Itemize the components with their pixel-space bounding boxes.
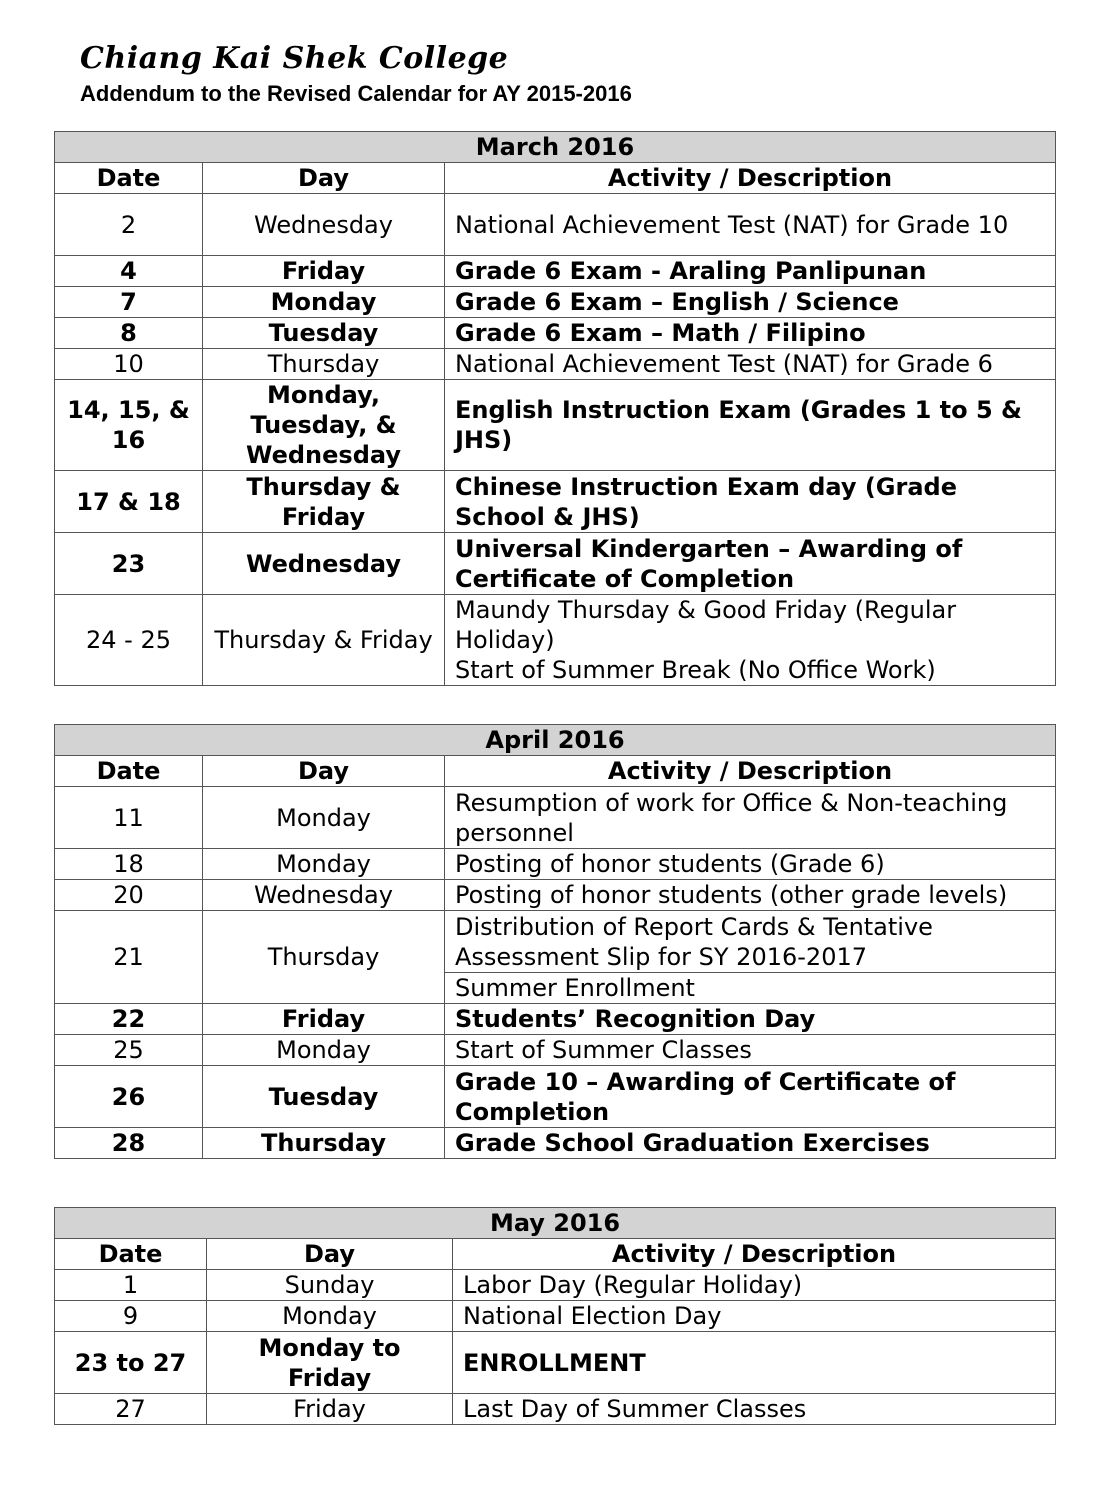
calendar-table-april — [54, 724, 1056, 1159]
table-row — [55, 595, 1056, 686]
date-cell: 18 — [55, 849, 203, 880]
activity-cell: ENROLLMENT — [453, 1332, 1056, 1394]
table-row — [55, 1004, 1056, 1035]
date-cell: 23 — [55, 533, 203, 595]
date-cell: 28 — [55, 1128, 203, 1159]
day-cell: Monday, Tuesday, & Wednesday — [203, 380, 445, 471]
column-header-date: Date — [55, 1239, 207, 1270]
day-cell: Thursday — [203, 349, 445, 380]
day-cell: Monday to Friday — [207, 1332, 453, 1394]
table-row — [55, 911, 1056, 973]
day-cell: Thursday — [203, 911, 445, 1004]
activity-cell: Grade 6 Exam - Araling Panlipunan — [445, 256, 1056, 287]
activity-cell: National Achievement Test (NAT) for Grade 6 — [445, 349, 1056, 380]
calendar-table-may — [54, 1207, 1056, 1425]
document-subtitle: Addendum to the Revised Calendar for AY 2015-2016 — [80, 81, 632, 106]
date-cell: 21 — [55, 911, 203, 1004]
day-cell: Thursday & Friday — [203, 595, 445, 686]
activity-cell: Grade 10 – Awarding of Certificate of Completion — [445, 1066, 1056, 1128]
day-cell: Tuesday — [203, 318, 445, 349]
table-row — [55, 533, 1056, 595]
table-row — [55, 349, 1056, 380]
table-row — [55, 1128, 1056, 1159]
table-row — [55, 1270, 1056, 1301]
column-header-day: Day — [207, 1239, 453, 1270]
day-cell: Monday — [203, 287, 445, 318]
column-header-date: Date — [55, 756, 203, 787]
activity-cell: Chinese Instruction Exam day (Grade School & JHS) — [445, 471, 1056, 533]
day-cell: Wednesday — [203, 194, 445, 256]
table-row — [55, 287, 1056, 318]
table-row — [55, 849, 1056, 880]
day-cell: Monday — [203, 1035, 445, 1066]
activity-cell: Distribution of Report Cards & Tentative Assessment Slip for SY 2016-2017 — [445, 911, 1056, 973]
column-header-date: Date — [55, 163, 203, 194]
date-cell: 14, 15, & 16 — [55, 380, 203, 471]
table-row — [55, 1035, 1056, 1066]
table-row — [55, 318, 1056, 349]
activity-cell: Students’ Recognition Day — [445, 1004, 1056, 1035]
activity-cell: Posting of honor students (other grade levels) — [445, 880, 1056, 911]
date-cell: 24 - 25 — [55, 595, 203, 686]
activity-cell: Last Day of Summer Classes — [453, 1394, 1056, 1425]
date-cell: 26 — [55, 1066, 203, 1128]
date-cell: 9 — [55, 1301, 207, 1332]
date-cell: 4 — [55, 256, 203, 287]
date-cell: 7 — [55, 287, 203, 318]
column-header-activity: Activity / Description — [453, 1239, 1056, 1270]
day-cell: Wednesday — [203, 533, 445, 595]
date-cell: 23 to 27 — [55, 1332, 207, 1394]
activity-cell: Start of Summer Classes — [445, 1035, 1056, 1066]
activity-cell: Universal Kindergarten – Awarding of Certificate of Completion — [445, 533, 1056, 595]
date-cell: 22 — [55, 1004, 203, 1035]
table-row — [55, 256, 1056, 287]
table-row — [55, 880, 1056, 911]
day-cell: Thursday — [203, 1128, 445, 1159]
date-cell: 10 — [55, 349, 203, 380]
activity-cell: Grade School Graduation Exercises — [445, 1128, 1056, 1159]
day-cell: Friday — [203, 256, 445, 287]
table-row — [55, 194, 1056, 256]
date-cell: 1 — [55, 1270, 207, 1301]
day-cell: Monday — [203, 849, 445, 880]
column-header-day: Day — [203, 756, 445, 787]
college-name: Chiang Kai Shek College — [80, 41, 509, 76]
activity-cell: National Election Day — [453, 1301, 1056, 1332]
month-title: March 2016 — [55, 132, 1056, 163]
table-row — [55, 1332, 1056, 1394]
month-title: May 2016 — [55, 1208, 1056, 1239]
document-header — [80, 40, 632, 108]
day-cell: Friday — [203, 1004, 445, 1035]
column-header-activity: Activity / Description — [445, 756, 1056, 787]
day-cell: Monday — [203, 787, 445, 849]
day-cell: Thursday & Friday — [203, 471, 445, 533]
activity-cell: Labor Day (Regular Holiday) — [453, 1270, 1056, 1301]
date-cell: 20 — [55, 880, 203, 911]
table-row — [55, 1301, 1056, 1332]
activity-cell: Summer Enrollment — [445, 973, 1056, 1004]
date-cell: 8 — [55, 318, 203, 349]
day-cell: Friday — [207, 1394, 453, 1425]
day-cell: Wednesday — [203, 880, 445, 911]
column-header-day: Day — [203, 163, 445, 194]
day-cell: Sunday — [207, 1270, 453, 1301]
table-row — [55, 1066, 1056, 1128]
table-row — [55, 471, 1056, 533]
calendar-table-march — [54, 131, 1056, 686]
activity-cell: Maundy Thursday & Good Friday (Regular Holiday) Start of Summer Break (No Office Work) — [445, 595, 1056, 686]
column-header-activity: Activity / Description — [445, 163, 1056, 194]
table-row — [55, 380, 1056, 471]
date-cell: 25 — [55, 1035, 203, 1066]
day-cell: Tuesday — [203, 1066, 445, 1128]
month-title: April 2016 — [55, 725, 1056, 756]
date-cell: 27 — [55, 1394, 207, 1425]
table-row — [55, 787, 1056, 849]
activity-cell: English Instruction Exam (Grades 1 to 5 & JHS) — [445, 380, 1056, 471]
activity-cell: Posting of honor students (Grade 6) — [445, 849, 1056, 880]
table-row — [55, 1394, 1056, 1425]
date-cell: 11 — [55, 787, 203, 849]
date-cell: 17 & 18 — [55, 471, 203, 533]
activity-cell: Grade 6 Exam – English / Science — [445, 287, 1056, 318]
activity-cell: Grade 6 Exam – Math / Filipino — [445, 318, 1056, 349]
date-cell: 2 — [55, 194, 203, 256]
activity-cell: National Achievement Test (NAT) for Grade 10 — [445, 194, 1056, 256]
activity-cell: Resumption of work for Office & Non-teaching personnel — [445, 787, 1056, 849]
day-cell: Monday — [207, 1301, 453, 1332]
